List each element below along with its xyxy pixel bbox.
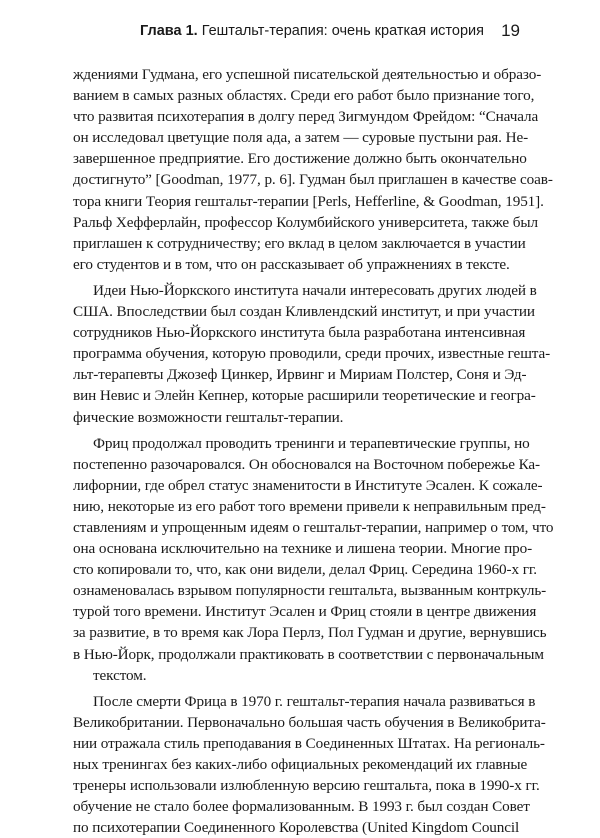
text-line: приглашен к сотрудничеству; его вклад в целом заключается в участии — [73, 234, 526, 252]
text-line: в Нью-Йорк, продолжали практиковать в соответствии с первоначальным — [73, 645, 544, 663]
text-line: льт-терапевты Джозеф Цинкер, Ирвинг и Мириам Полстер, Соня и Эд- — [73, 366, 527, 384]
chapter-heading — [140, 23, 484, 39]
text-line: ждениями Гудмана, его успешной писательской деятельностью и образо- — [73, 66, 542, 83]
text-line: Ральф Хефферлайн, профессор Колумбийского университета, также был — [73, 213, 538, 231]
text-line: США. Впоследствии был создан Кливлендский институт, и при участии — [73, 303, 535, 321]
text-line: Идеи Нью-Йоркского института начали интересовать других людей в — [93, 281, 537, 299]
text-line: вин Невис и Элейн Кепнер, которые расширили теоретические и геогра- — [73, 387, 536, 405]
text-line: ных тренингах без каких-либо официальных рекомендаций их главные — [73, 756, 528, 773]
text-line: что развитая психотерапия в долгу перед Зигмундом Фрейдом: “Сначала — [73, 108, 539, 126]
running-header — [90, 21, 520, 45]
text-line: она основана исключительно на технике и лишена теории. Многие про- — [73, 540, 533, 558]
text-line: обучение не стало более формализованным. В 1993 г. был создан Совет — [73, 798, 530, 816]
text-line: нии отражала стиль преподавания в Соединенных Штатах. На региональ- — [73, 734, 545, 752]
paragraph — [73, 64, 553, 275]
body-text — [73, 64, 554, 838]
page-number: 19 — [501, 21, 520, 40]
text-line: достигнуто” [Goodman, 1977, p. 6]. Гудман был приглашен в качестве соав- — [73, 171, 553, 189]
text-line: постепенно разочаровался. Он обосновался на Восточном побережье Ка- — [73, 455, 541, 473]
text-line: тора книги Теория гештальт-терапии [Perls, Hefferline, & Goodman, 1951]. — [73, 192, 544, 210]
text-line: его студентов и в том, что он рассказывает об упражнениях в тексте. — [73, 255, 510, 273]
text-line: за развитие, в то время как Лора Перлз, Пол Гудман и другие, вернувшись — [73, 624, 547, 642]
text-line: ставлениям и упрощенным идеям о гештальт-терапии, например о том, что — [73, 518, 554, 536]
chapter-label: Глава 1. — [140, 23, 198, 39]
text-line: сотрудников Нью-Йоркского института была разработана интенсивная — [73, 324, 526, 342]
paragraph — [73, 691, 546, 838]
text-line: программа обучения, которую проводили, среди прочих, известные гешта- — [73, 345, 551, 363]
text-line: лифорнии, где обрел статус знаменитости в Институте Эсален. К сожале- — [73, 476, 543, 494]
text-line: завершенное предприятие. Его достижение должно быть окончательно — [73, 150, 527, 168]
text-line: турой того времени. Институт Эсален и Фриц стояли в центре движения — [73, 603, 537, 621]
text-line: фические возможности гештальт-терапии. — [73, 408, 344, 426]
text-line: нию, некоторые из его работ того времени привели к неправильным пред- — [73, 497, 546, 515]
text-line: ванием в самых разных областях. Среди его работ было признание того, — [73, 87, 535, 105]
chapter-title: Гештальт-терапия: очень краткая история — [201, 23, 484, 39]
text-line: После смерти Фрица в 1970 г. гештальт-терапия начала развиваться в — [93, 692, 536, 710]
text-line: он исследовал цветущие поля ада, а затем — суровые пустыни рая. Не- — [73, 129, 529, 147]
paragraph — [73, 280, 551, 428]
text-line: сто копировали то, что, как они видели, делал Фриц. Середина 1960-х гг. — [73, 561, 537, 579]
paragraph — [73, 433, 554, 686]
text-line: текстом. — [93, 666, 147, 684]
text-line: по психотерапии Соединенного Королевства (United Kingdom Council — [73, 819, 520, 837]
text-line: тренеры использовали излюбленную версию гештальта, пока в 1990-х гг. — [73, 777, 540, 795]
text-line: Великобритании. Первоначально большая часть обучения в Великобрита- — [73, 713, 546, 731]
text-line: Фриц продолжал проводить тренинги и терапевтические группы, но — [93, 434, 530, 452]
text-line: ознаменовалась взрывом популярности гештальта, вызванным контркуль- — [73, 582, 547, 600]
